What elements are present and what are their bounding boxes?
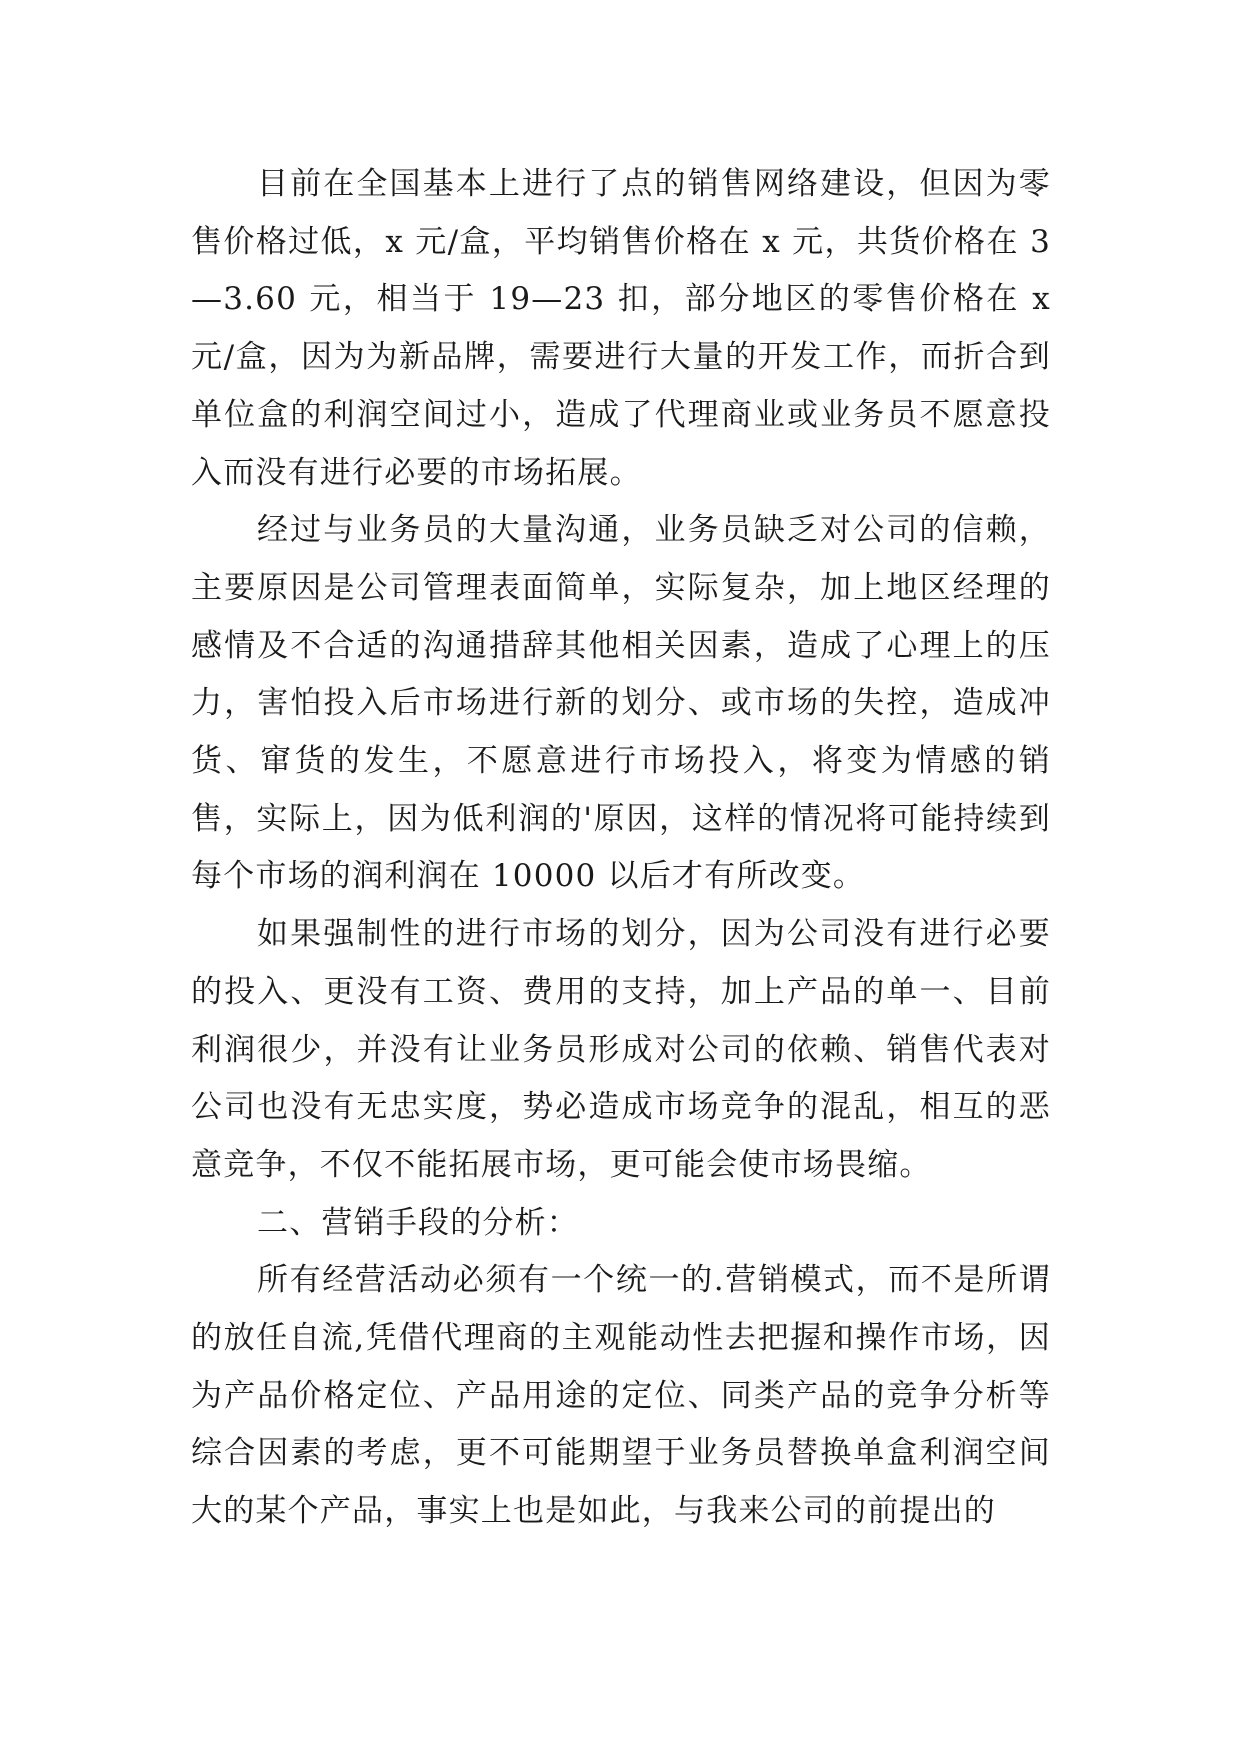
paragraph-salesperson-trust: 经过与业务员的大量沟通，业务员缺乏对公司的信赖，主要原因是公司管理表面简单，实际复杂，加上地区经理的感情及不合适的沟通措辞其他相关因素，造成了心理上的压力，害怕投入后市场进行新的划分、或市场的失控，造成冲货、窜货的发生，不愿意进行市场投入，将变为情感的销售，实际上，因为低利润的'原因，这样的情况将可能持续到每个市场的润利润在 10000 以后才有所改变。 bbox=[191, 512, 1051, 895]
paragraph-market-division: 如果强制性的进行市场的划分，因为公司没有进行必要的投入、更没有工资、费用的支持，加上产品的单一、目前利润很少，并没有让业务员形成对公司的依赖、销售代表对公司也没有无忠实度，势必造成市场竞争的混乱，相互的恶意竞争，不仅不能拓展市场，更可能会使市场畏缩。 bbox=[191, 916, 1051, 1183]
paragraph-marketing-model: 所有经营活动必须有一个统一的.营销模式，而不是所谓的放任自流,凭借代理商的主观能动性去把握和操作市场，因为产品价格定位、产品用途的定位、同类产品的竞争分析等综合因素的考虑，更不可能期望于业务员替换单盒利润空间大的某个产品，事实上也是如此，与我来公司的前提出的 bbox=[191, 1262, 1051, 1530]
document-body bbox=[191, 156, 1051, 1541]
section-heading-marketing-analysis: 二、营销手段的分析： bbox=[257, 1204, 579, 1241]
paragraph-sales-network: 目前在全国基本上进行了点的销售网络建设，但因为零售价格过低，x 元/盒，平均销售价格在 x 元，共货价格在 3—3.60 元，相当于 19—23 扣，部分地区的零售价格在 x 元/盒，因为为新品牌，需要进行大量的开发工作，而折合到单位盒的利润空间过小，造成了代理商业或业务员不愿意投入而没有进行必要的市场拓展。 bbox=[191, 166, 1051, 491]
